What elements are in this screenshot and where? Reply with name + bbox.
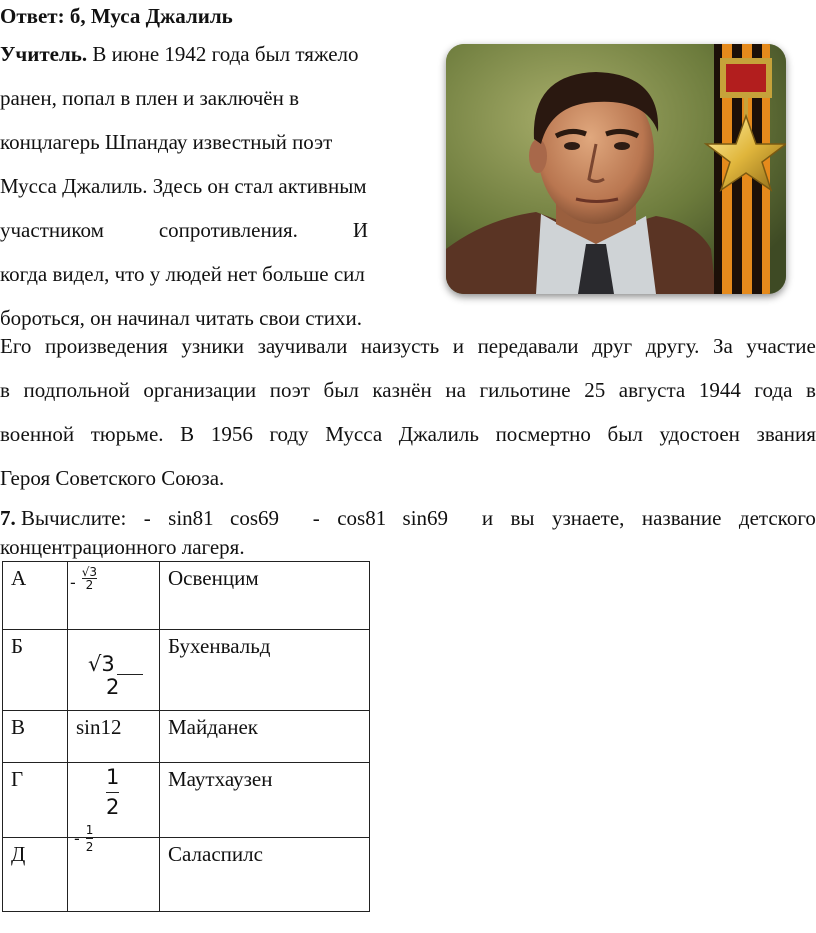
table-row xyxy=(3,711,370,763)
camp-name: Бухенвальд xyxy=(168,634,271,658)
word: сопротивления. xyxy=(158,218,298,242)
word: участником xyxy=(0,218,104,242)
word: в xyxy=(0,378,10,402)
word: и xyxy=(481,506,494,530)
word: поэт xyxy=(269,378,310,402)
teacher-line-7: бороться, он начинал читать свои стихи. xyxy=(0,306,362,330)
teacher-line-3: концлагерь Шпандау известный поэт xyxy=(0,130,333,154)
word: произведения xyxy=(45,334,168,358)
task-line-2: концентрационного лагеря. xyxy=(0,535,245,559)
word: другу. xyxy=(645,334,700,358)
word: 1944 xyxy=(698,378,741,402)
option-value: √3 2 xyxy=(88,652,143,698)
option-value: - $\frac{√3}{2}$ xyxy=(70,565,98,592)
word: организации xyxy=(143,378,257,402)
word: название xyxy=(641,506,722,530)
word: 1956 xyxy=(210,422,253,446)
word: был xyxy=(323,378,359,402)
word: в xyxy=(806,378,816,402)
word: - xyxy=(312,506,320,530)
answer-heading: Ответ: б, Муса Джалиль xyxy=(0,4,233,28)
word: вы xyxy=(510,506,535,530)
option-letter: В xyxy=(11,715,26,739)
word: был xyxy=(607,422,643,446)
word: Мусса xyxy=(325,422,383,446)
teacher-text: В июне 1942 года был тяжело xyxy=(92,42,359,66)
task-line-1 xyxy=(0,506,816,530)
word: заучивали xyxy=(257,334,348,358)
word: на xyxy=(445,378,466,402)
paragraph-line-2 xyxy=(0,378,816,402)
word: И xyxy=(352,218,368,242)
option-letter: Б xyxy=(11,634,24,658)
word: звания xyxy=(756,422,816,446)
option-letter: Д xyxy=(11,842,26,866)
word: наизусть xyxy=(360,334,440,358)
option-value: - $\frac{1}{2}$ xyxy=(74,823,94,854)
option-letter: А xyxy=(11,566,27,590)
word: узнаете, xyxy=(551,506,625,530)
camp-name: Маутхаузен xyxy=(168,767,273,791)
camp-name: Майданек xyxy=(168,715,258,739)
option-value: 1 2 xyxy=(106,765,120,819)
word: Его xyxy=(0,334,32,358)
option-letter: Г xyxy=(11,767,24,791)
teacher-line-5 xyxy=(0,218,368,242)
task-lead xyxy=(0,506,126,530)
word: узники xyxy=(181,334,245,358)
word: и xyxy=(452,334,464,358)
camp-name: Освенцим xyxy=(168,566,259,590)
word: подпольной xyxy=(23,378,130,402)
word: cos81 sin69  xyxy=(337,506,465,530)
task-number: 7. xyxy=(0,506,16,530)
teacher-line-6: когда видел, что у людей нет больше сил xyxy=(0,262,365,286)
teacher-line-1 xyxy=(0,42,359,66)
table-row xyxy=(3,562,370,630)
paragraph-line-4: Героя Советского Союза. xyxy=(0,466,225,490)
word: Вычислите: xyxy=(21,506,127,530)
word: посмертно xyxy=(495,422,591,446)
word: передавали xyxy=(477,334,579,358)
word: тюрьме. xyxy=(90,422,164,446)
word: августа xyxy=(618,378,686,402)
word: - xyxy=(143,506,151,530)
portrait-image xyxy=(446,44,786,294)
word: военной xyxy=(0,422,75,446)
option-value: sin12  xyxy=(76,715,138,739)
paragraph-line-3 xyxy=(0,422,816,446)
teacher-label: Учитель. xyxy=(0,42,88,66)
teacher-line-4: Мусса Джалиль. Здесь он стал активным xyxy=(0,174,367,198)
table-row xyxy=(3,838,370,912)
word: 25 xyxy=(584,378,606,402)
word: друг xyxy=(592,334,633,358)
word: sin81 cos69  xyxy=(168,506,296,530)
word: казнён xyxy=(372,378,432,402)
teacher-line-2: ранен, попал в плен и заключён в xyxy=(0,86,299,110)
word: В xyxy=(180,422,195,446)
word: детского xyxy=(738,506,816,530)
word: За xyxy=(712,334,733,358)
word: гильотине xyxy=(479,378,571,402)
word: Джалиль xyxy=(398,422,479,446)
camp-name: Саласпилс xyxy=(168,842,263,866)
answer-options-table xyxy=(2,561,370,912)
word: участие xyxy=(746,334,816,358)
table-row xyxy=(3,763,370,838)
word: удостоен xyxy=(659,422,740,446)
word: года xyxy=(754,378,793,402)
word: году xyxy=(269,422,309,446)
table-row xyxy=(3,630,370,711)
paragraph-line-1 xyxy=(0,334,816,358)
